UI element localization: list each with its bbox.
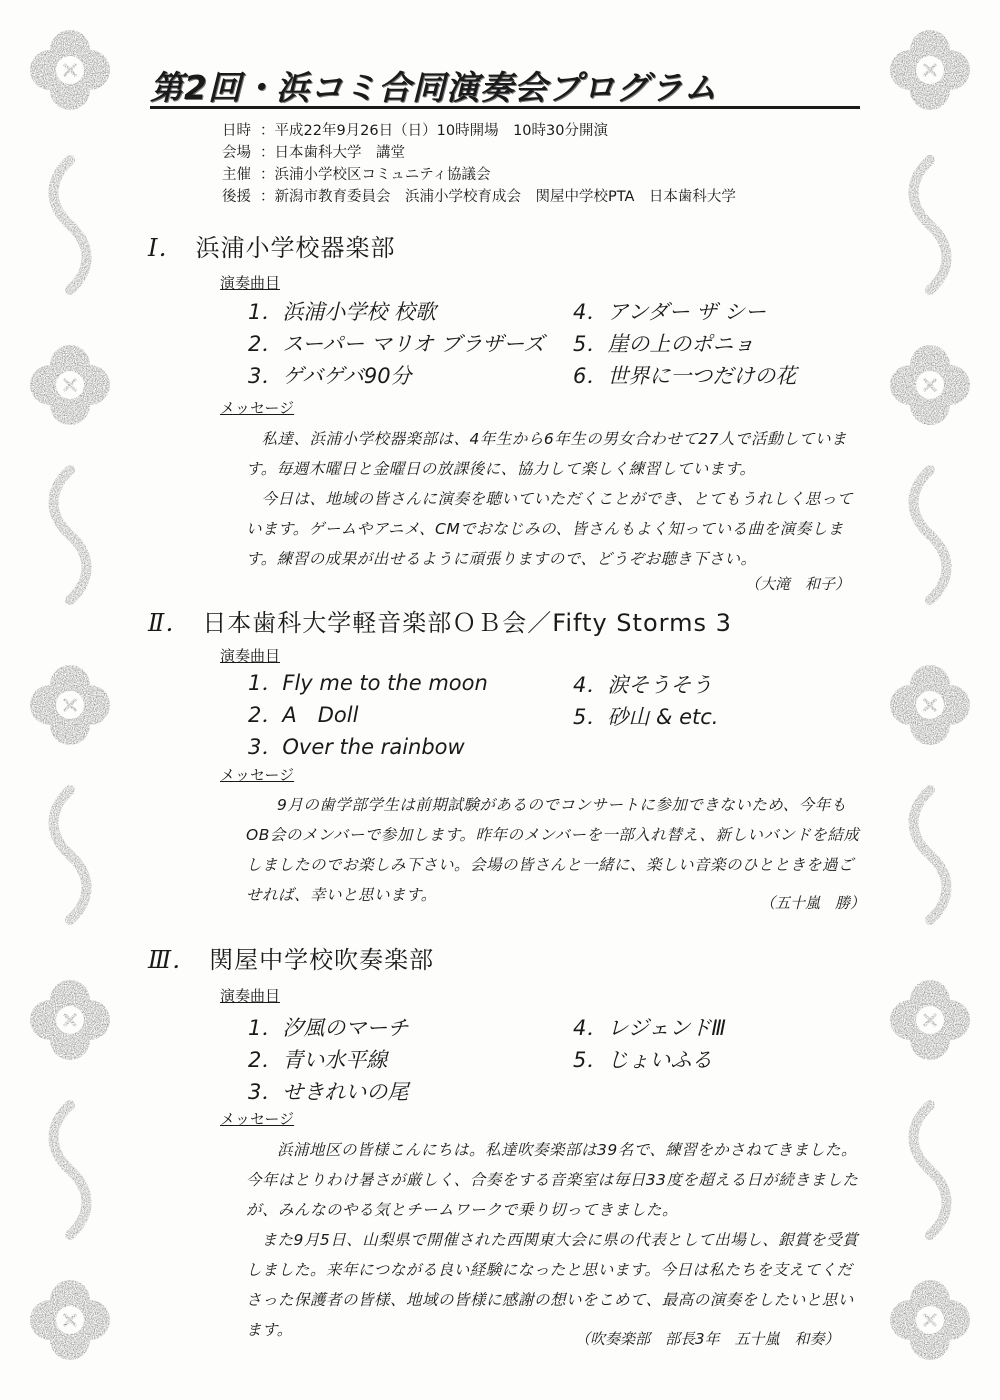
song-item: 3．Over the rainbow xyxy=(248,735,465,759)
clover-icon xyxy=(30,345,110,425)
wave-ornament xyxy=(54,470,87,600)
song-item: 5．砂山 & etc. xyxy=(573,705,719,729)
song-item: 1．汐風のマーチ xyxy=(248,1016,409,1040)
wave-ornament xyxy=(54,1105,87,1235)
section-heading: Ⅰ． 浜浦小学校器楽部 xyxy=(148,234,396,262)
wave-ornament xyxy=(914,160,947,290)
clover-icon xyxy=(890,1280,970,1360)
page-title: 第2回・浜コミ合同演奏会プログラム xyxy=(150,62,860,109)
message-label: メッセージ xyxy=(220,399,295,417)
clover-icon xyxy=(30,980,110,1060)
song-item: 2．A Doll xyxy=(248,703,359,727)
message-label: メッセージ xyxy=(220,1110,295,1128)
message-body: 浜浦地区の皆様こんにちは。私達吹奏楽部は39名で、練習をかさねてきました。今年はとりわけ暑さが厳しく、合奏をする音楽室は毎日33度を超える日が続きましたが、みんなのやる気とチームワークで乗り切ってきました。 また9月5日、山梨県で開催された西関東大会に県の代表として出場し、銀賞を受賞しました。来年につながる良い経験になったと思います。今日は私たちを支えてくださった保護者の皆様、地域の皆様に感謝の想いをこめて、最高の演奏をしたいと思います。 xyxy=(246,1141,859,1339)
info-row-sponsors: 後援 ：新潟市教育委員会 浜浦小学校育成会 関屋中学校PTA 日本歯科大学 xyxy=(222,189,736,205)
section-heading: Ⅱ． 日本歯科大学軽音楽部ＯＢ会／Fifty Storms 3 xyxy=(148,609,732,637)
song-item: 6．世界に一つだけの花 xyxy=(573,364,797,388)
songs-label: 演奏曲目 xyxy=(220,647,281,665)
clover-icon xyxy=(30,1280,110,1360)
section-heading: Ⅲ． 関屋中学校吹奏楽部 xyxy=(148,946,435,974)
song-item: 4．レジェンドⅢ xyxy=(573,1016,726,1040)
event-info xyxy=(222,120,736,208)
clover-icon xyxy=(890,345,970,425)
song-item: 4．涙そうそう xyxy=(573,673,713,697)
wave-ornament xyxy=(914,790,947,920)
song-item: 3．せきれいの尾 xyxy=(248,1080,409,1104)
message-body: 私達、浜浦小学校器楽部は、4年生から6年生の男女合わせて27人で活動しています。毎週木曜日と金曜日の放課後に、協力して楽しく練習しています。 今日は、地域の皆さんに演奏を聴いていただくことができ、とてもうれしく思っています。ゲームやアニメ、CMでおなじみの、皆さんもよく知っている曲を演奏します。練習の成果が出せるように頑張りますので、どうぞお聴き下さい。 xyxy=(246,430,853,568)
clover-icon xyxy=(890,980,970,1060)
wave-ornament xyxy=(54,790,87,920)
info-row-date: 日時 ：平成22年9月26日（日）10時開場 10時30分開演 xyxy=(222,123,608,139)
signature: （吹奏楽部 部長3年 五十嵐 和奏） xyxy=(575,1330,840,1348)
song-item: 2．スーパー マリオ ブラザーズ xyxy=(248,332,545,356)
message-body: 9月の歯学部学生は前期試験があるのでコンサートに参加できないため、今年もOB会のメンバーで参加します。昨年のメンバーを一部入れ替え、新しいバンドを結成しましたのでお楽しみ下さい。会場の皆さんと一緒に、楽しい音楽のひとときを過ごせれば、幸いと思います。 xyxy=(246,796,860,904)
clover-icon xyxy=(30,665,110,745)
wave-ornament xyxy=(54,160,87,290)
songs-label: 演奏曲目 xyxy=(220,987,281,1005)
clover-icon xyxy=(30,30,110,110)
info-row-venue: 会場 ：日本歯科大学 講堂 xyxy=(222,145,405,161)
song-item: 1．浜浦小学校 校歌 xyxy=(248,300,437,324)
song-item: 5．崖の上のポニョ xyxy=(573,332,755,356)
song-item: 3．ゲバゲバ90分 xyxy=(248,364,412,388)
clover-icon xyxy=(890,30,970,110)
song-item: 2．青い水平線 xyxy=(248,1048,388,1072)
song-item: 1．Fly me to the moon xyxy=(248,671,488,695)
info-row-organizer: 主催 ：浜浦小学校区コミュニティ協議会 xyxy=(222,167,491,183)
signature: （大滝 和子） xyxy=(745,575,851,593)
wave-ornament xyxy=(914,1105,947,1235)
songs-label: 演奏曲目 xyxy=(220,274,281,292)
signature: （五十嵐 勝） xyxy=(760,894,866,912)
clover-icon xyxy=(890,665,970,745)
wave-ornament xyxy=(914,470,947,600)
song-item: 5．じょいふる xyxy=(573,1048,713,1072)
song-item: 4．アンダー ザ シー xyxy=(573,300,767,324)
message-label: メッセージ xyxy=(220,766,295,784)
